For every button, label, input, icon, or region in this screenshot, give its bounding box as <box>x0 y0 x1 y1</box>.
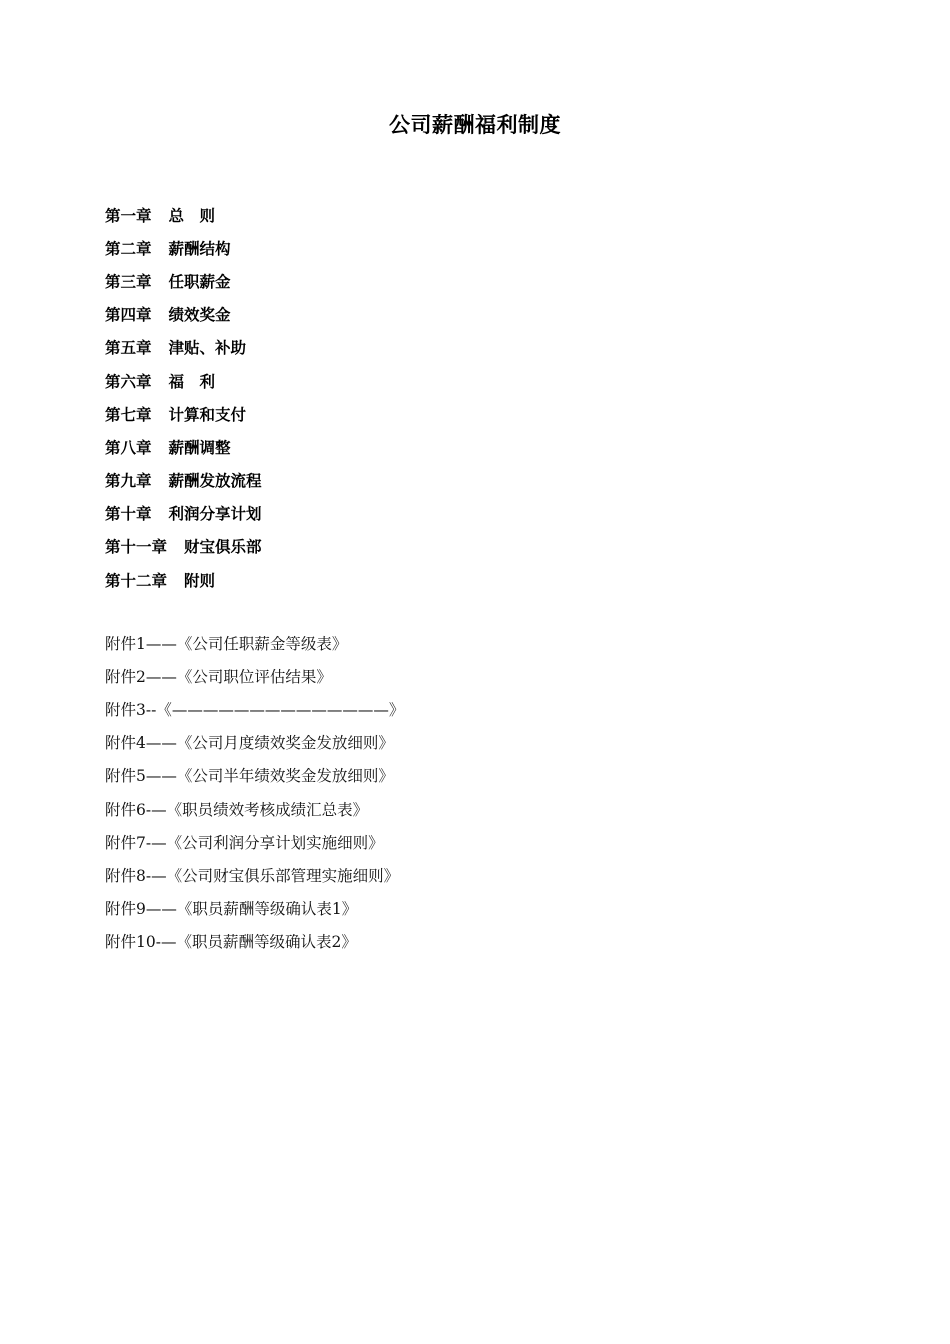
chapter-title: 薪酬发放流程 <box>168 472 262 491</box>
chapter-number: 第五章 <box>105 339 152 358</box>
chapter-title: 津贴、补助 <box>168 339 247 358</box>
chapter-number: 第十章 <box>105 505 152 524</box>
attachment-item: 附件1——《公司任职薪金等级表》 <box>105 634 348 653</box>
chapter-title: 计算和支付 <box>168 405 247 424</box>
attachment-item: 附件4——《公司月度绩效奖金发放细则》 <box>105 734 394 753</box>
chapter-item <box>105 231 262 264</box>
chapter-title: 薪酬结构 <box>168 239 231 258</box>
chapter-item <box>105 530 262 563</box>
chapter-item <box>105 198 262 231</box>
attachment-item: 附件6-—《职员绩效考核成绩汇总表》 <box>105 800 369 819</box>
chapter-number: 第九章 <box>105 472 152 491</box>
chapter-item <box>105 497 262 530</box>
chapter-number: 第三章 <box>105 272 152 291</box>
chapter-number: 第十一章 <box>105 538 168 557</box>
chapter-item <box>105 430 262 463</box>
chapter-number: 第一章 <box>105 206 152 225</box>
attachment-item: 附件2——《公司职位评估结果》 <box>105 667 332 686</box>
chapter-item <box>105 298 262 331</box>
chapter-number: 第十二章 <box>105 571 168 590</box>
attachment-item: 附件8-—《公司财宝俱乐部管理实施细则》 <box>105 866 400 885</box>
attachment-item: 附件7-—《公司利润分享计划实施细则》 <box>105 833 384 852</box>
chapter-number: 第二章 <box>105 239 152 258</box>
chapter-item <box>105 464 262 497</box>
chapter-item <box>105 397 262 430</box>
chapter-number: 第六章 <box>105 372 152 391</box>
chapter-title: 任职薪金 <box>168 272 231 291</box>
chapter-title: 绩效奖金 <box>168 306 231 325</box>
document-title: 公司薪酬福利制度 <box>389 113 561 137</box>
chapter-item <box>105 264 262 297</box>
attachment-item: 附件9——《职员薪酬等级确认表1》 <box>105 900 358 919</box>
chapter-number: 第八章 <box>105 438 152 457</box>
attachment-item: 附件5——《公司半年绩效奖金发放细则》 <box>105 767 394 786</box>
chapter-title: 财宝俱乐部 <box>184 538 262 557</box>
attachment-list <box>105 626 404 958</box>
chapter-item <box>105 331 262 364</box>
chapter-item <box>105 563 262 596</box>
chapter-title: 总 则 <box>168 206 216 225</box>
attachment-item: 附件3--《——————————————》 <box>105 700 405 719</box>
chapter-number: 第四章 <box>105 306 152 325</box>
chapter-list <box>105 198 262 596</box>
attachment-item: 附件10-—《职员薪酬等级确认表2》 <box>105 933 357 952</box>
chapter-title: 利润分享计划 <box>168 505 262 524</box>
chapter-item <box>105 364 262 397</box>
chapter-number: 第七章 <box>105 405 152 424</box>
chapter-title: 薪酬调整 <box>168 438 231 457</box>
chapter-title: 福 利 <box>168 372 216 391</box>
chapter-title: 附则 <box>184 571 216 590</box>
